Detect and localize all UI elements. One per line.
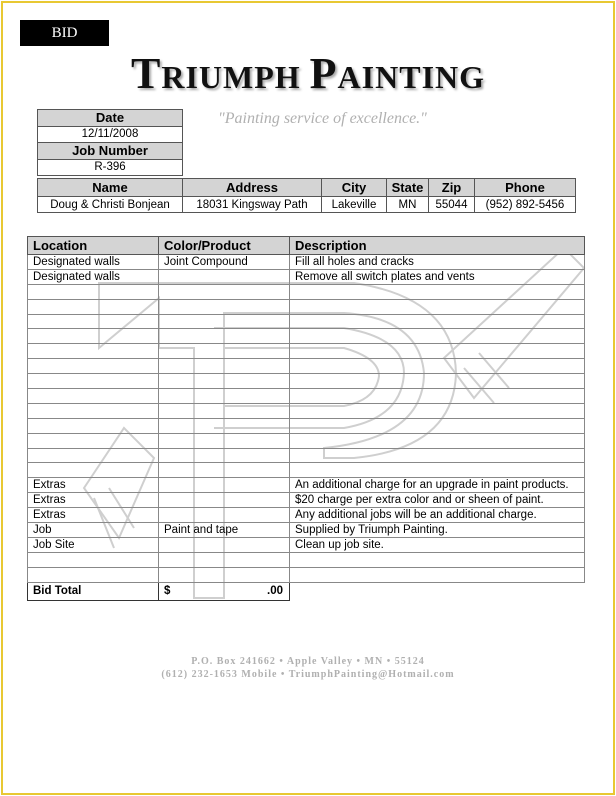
footer-address: P.O. Box 241662 • Apple Valley • MN • 55124 [191,656,425,667]
table-row [28,508,585,523]
item-location [28,299,159,314]
item-description: An additional charge for an upgrade in paint products. [290,478,585,493]
customer-address: 18031 Kingsway Path [183,197,322,213]
customer-header: Address [183,179,322,197]
table-row [28,299,585,314]
bid-total-label: Bid Total [28,582,159,600]
item-location [28,463,159,478]
table-row [28,493,585,508]
item-description [290,448,585,463]
item-description [290,403,585,418]
customer-zip: 55044 [429,197,475,213]
customer-header: Zip [429,179,475,197]
item-description [290,359,585,374]
item-product: Joint Compound [159,255,290,270]
tagline: "Painting service of excellence." [218,110,427,127]
item-location: Designated walls [28,269,159,284]
customer-state: MN [387,197,429,213]
item-description [290,433,585,448]
item-description: Any additional jobs will be an additional charge. [290,508,585,523]
table-row [28,418,585,433]
item-description [290,314,585,329]
item-product [159,314,290,329]
date-value: 12/11/2008 [38,126,183,143]
item-description [290,299,585,314]
item-location [28,448,159,463]
item-location: Extras [28,478,159,493]
items-header: Color/Product [159,237,290,255]
footer-contact: (612) 232-1653 Mobile • TriumphPainting@Hotmail.com [161,669,455,680]
item-description [290,329,585,344]
item-location: Job Site [28,537,159,552]
item-location [28,418,159,433]
table-row [28,537,585,552]
item-product [159,463,290,478]
customer-header: State [387,179,429,197]
table-row [28,552,585,567]
table-row [28,284,585,299]
item-location: Extras [28,493,159,508]
item-location: Job [28,523,159,538]
item-product [159,374,290,389]
title-first-rest: RIUMPH [161,59,301,95]
table-row [28,359,585,374]
item-product [159,344,290,359]
item-product [159,448,290,463]
item-location [28,389,159,404]
bid-total-spacer [290,582,585,600]
customer-city: Lakeville [322,197,387,213]
company-title [0,48,616,99]
item-location [28,344,159,359]
item-product [159,433,290,448]
item-description [290,284,585,299]
customer-table [37,178,576,213]
table-row [28,374,585,389]
title-second-letter: P [309,49,338,98]
item-product [159,269,290,284]
item-product [159,403,290,418]
items-header: Location [28,237,159,255]
table-row [28,255,585,270]
item-description: Clean up job site. [290,537,585,552]
item-location [28,374,159,389]
item-location [28,314,159,329]
table-row [28,448,585,463]
bid-total-value: .00 [267,585,283,598]
item-product [159,389,290,404]
item-location [28,552,159,567]
job-number-value: R-396 [38,159,183,176]
item-product [159,493,290,508]
item-description [290,463,585,478]
table-row [28,403,585,418]
title-first-letter: T [130,49,162,98]
table-row [28,269,585,284]
item-product: Paint and tape [159,523,290,538]
item-product [159,418,290,433]
customer-header: Phone [475,179,576,197]
item-product [159,284,290,299]
item-location [28,433,159,448]
table-row [28,433,585,448]
title-second-rest: AINTING [337,59,486,95]
job-number-label: Job Number [38,143,183,160]
item-product [159,552,290,567]
item-product [159,299,290,314]
customer-header: City [322,179,387,197]
item-description: Supplied by Triumph Painting. [290,523,585,538]
item-product [159,508,290,523]
table-row [28,344,585,359]
bid-total-amount [159,582,290,600]
item-product [159,537,290,552]
item-description [290,567,585,582]
item-description [290,552,585,567]
table-row [28,314,585,329]
item-description: Remove all switch plates and vents [290,269,585,284]
item-product [159,567,290,582]
table-row [28,389,585,404]
item-location [28,567,159,582]
table-row [28,329,585,344]
date-label: Date [38,110,183,127]
item-product [159,478,290,493]
table-row [28,478,585,493]
item-location [28,403,159,418]
item-location [28,284,159,299]
item-description: $20 charge per extra color and or sheen of paint. [290,493,585,508]
items-header: Description [290,237,585,255]
item-description: Fill all holes and cracks [290,255,585,270]
bid-total-currency: $ [164,585,171,598]
item-location [28,359,159,374]
item-product [159,329,290,344]
job-info-table [37,109,183,176]
item-location [28,329,159,344]
customer-name: Doug & Christi Bonjean [38,197,183,213]
table-row [28,567,585,582]
items-table [27,236,585,601]
bid-total-row [28,582,585,600]
item-description [290,418,585,433]
table-row [28,463,585,478]
item-location: Extras [28,508,159,523]
item-description [290,374,585,389]
table-row [28,523,585,538]
item-product [159,359,290,374]
customer-header: Name [38,179,183,197]
item-description [290,389,585,404]
item-location: Designated walls [28,255,159,270]
item-description [290,344,585,359]
customer-phone: (952) 892-5456 [475,197,576,213]
bid-badge: BID [20,20,109,46]
